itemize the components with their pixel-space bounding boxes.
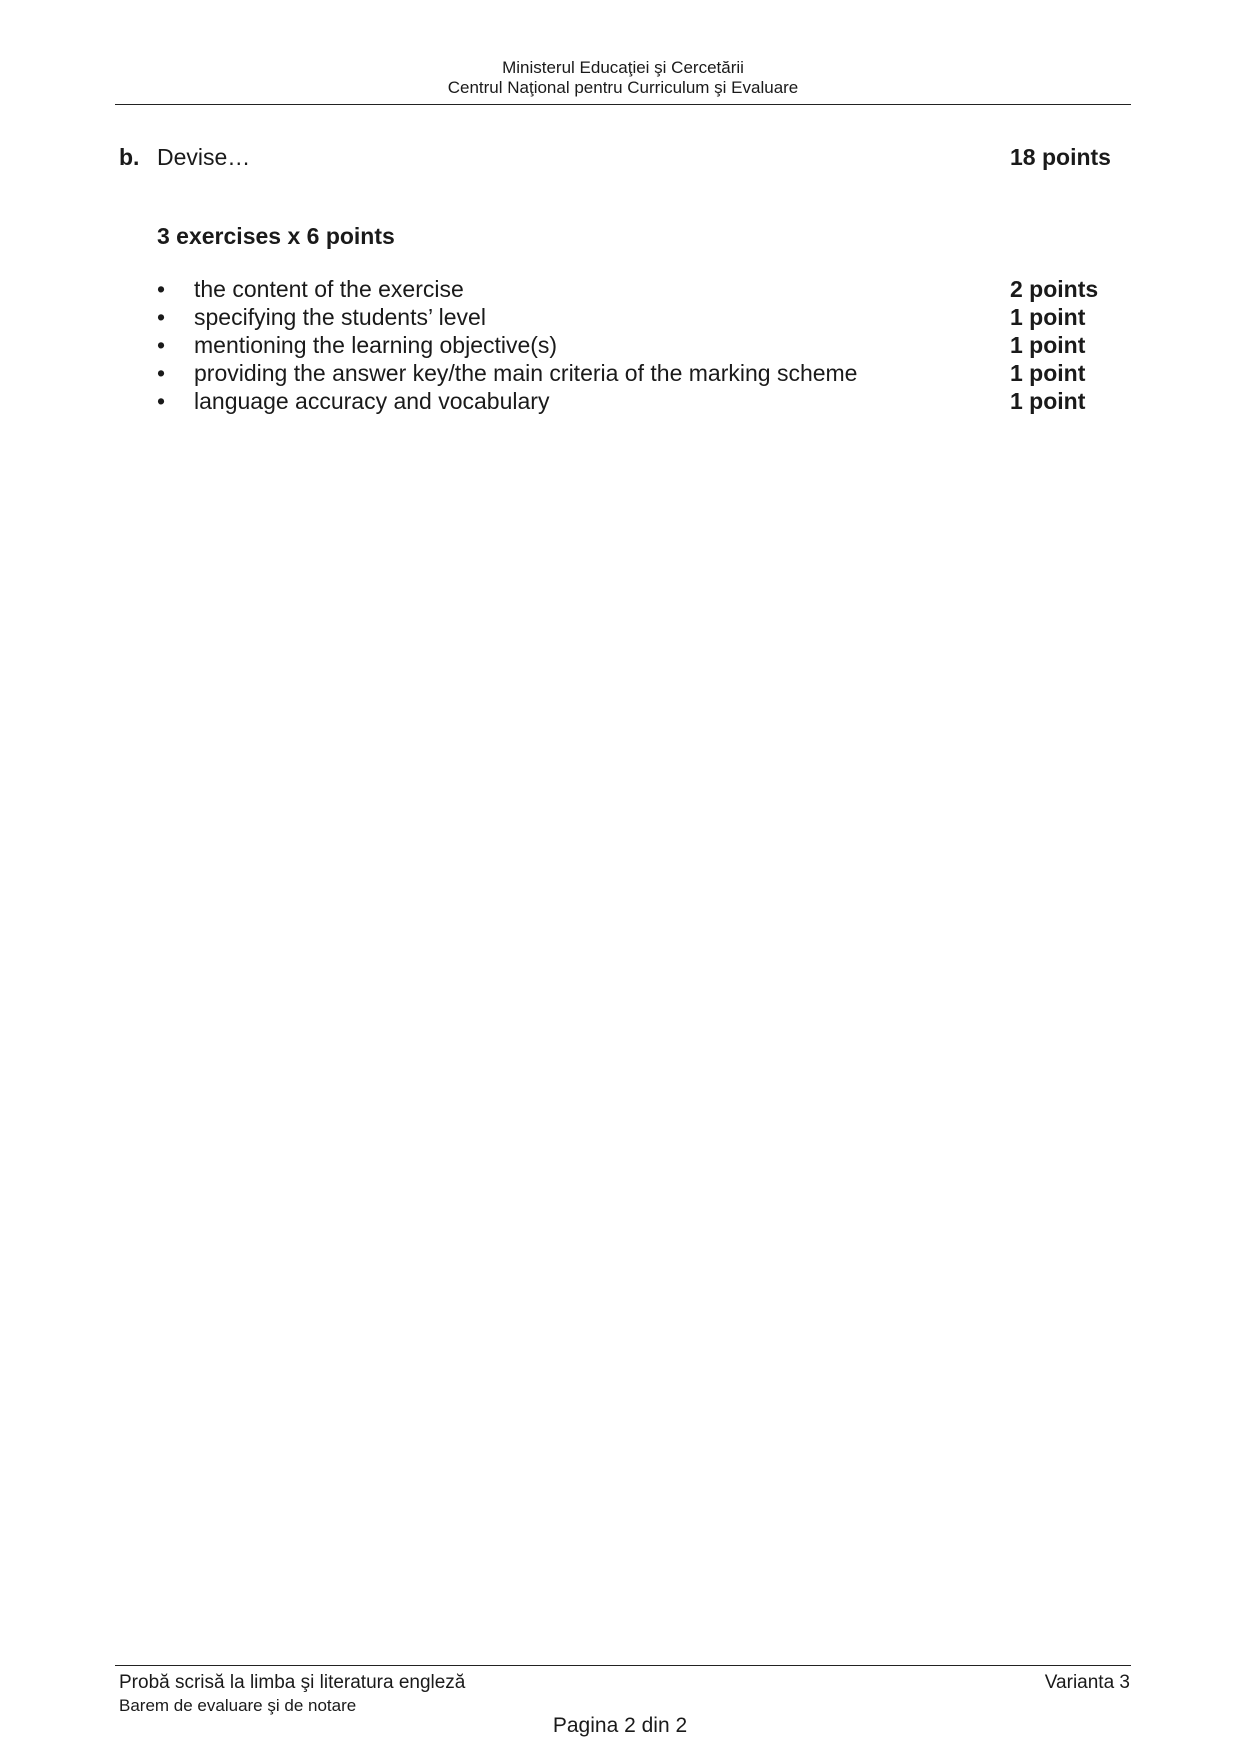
criterion-text: providing the answer key/the main criteria of the marking scheme xyxy=(194,360,858,386)
criterion-points: 2 points xyxy=(1010,276,1099,302)
criterion-text: specifying the students’ level xyxy=(194,304,486,330)
criterion-points: 1 point xyxy=(1010,332,1086,358)
criterion-text: language accuracy and vocabulary xyxy=(194,388,550,414)
section-points: 18 points xyxy=(1010,144,1111,170)
header-divider xyxy=(115,104,1131,105)
page-number: Pagina 2 din 2 xyxy=(552,1714,688,1737)
bullet-icon: • xyxy=(157,304,166,330)
bullet-icon: • xyxy=(157,360,166,386)
criterion-points: 1 point xyxy=(1010,360,1086,386)
list-item xyxy=(157,275,1117,303)
bullet-icon: • xyxy=(157,276,166,302)
footer-exam-title: Probă scrisă la limba şi literatura engleză xyxy=(119,1672,466,1693)
footer-marking-scheme: Barem de evaluare şi de notare xyxy=(119,1696,357,1715)
bullet-icon: • xyxy=(157,388,166,414)
header-center: Centrul Naţional pentru Curriculum şi Evaluare xyxy=(447,78,799,97)
criterion-text: mentioning the learning objective(s) xyxy=(194,332,558,358)
exercises-subheading: 3 exercises x 6 points xyxy=(157,223,395,249)
list-item xyxy=(157,387,1117,415)
bullet-icon: • xyxy=(157,332,166,358)
footer-variant: Varianta 3 xyxy=(1044,1672,1130,1693)
criterion-points: 1 point xyxy=(1010,388,1086,414)
header-ministry: Ministerul Educaţiei şi Cercetării xyxy=(502,58,744,77)
criterion-points: 1 point xyxy=(1010,304,1086,330)
list-item xyxy=(157,331,1117,359)
section-title: Devise… xyxy=(157,144,251,170)
footer-divider xyxy=(115,1665,1131,1666)
list-item xyxy=(157,359,1117,387)
criterion-text: the content of the exercise xyxy=(194,276,464,302)
list-item xyxy=(157,303,1117,331)
document-header xyxy=(115,58,1131,98)
section-letter: b. xyxy=(119,144,140,170)
criteria-list xyxy=(157,275,1117,415)
